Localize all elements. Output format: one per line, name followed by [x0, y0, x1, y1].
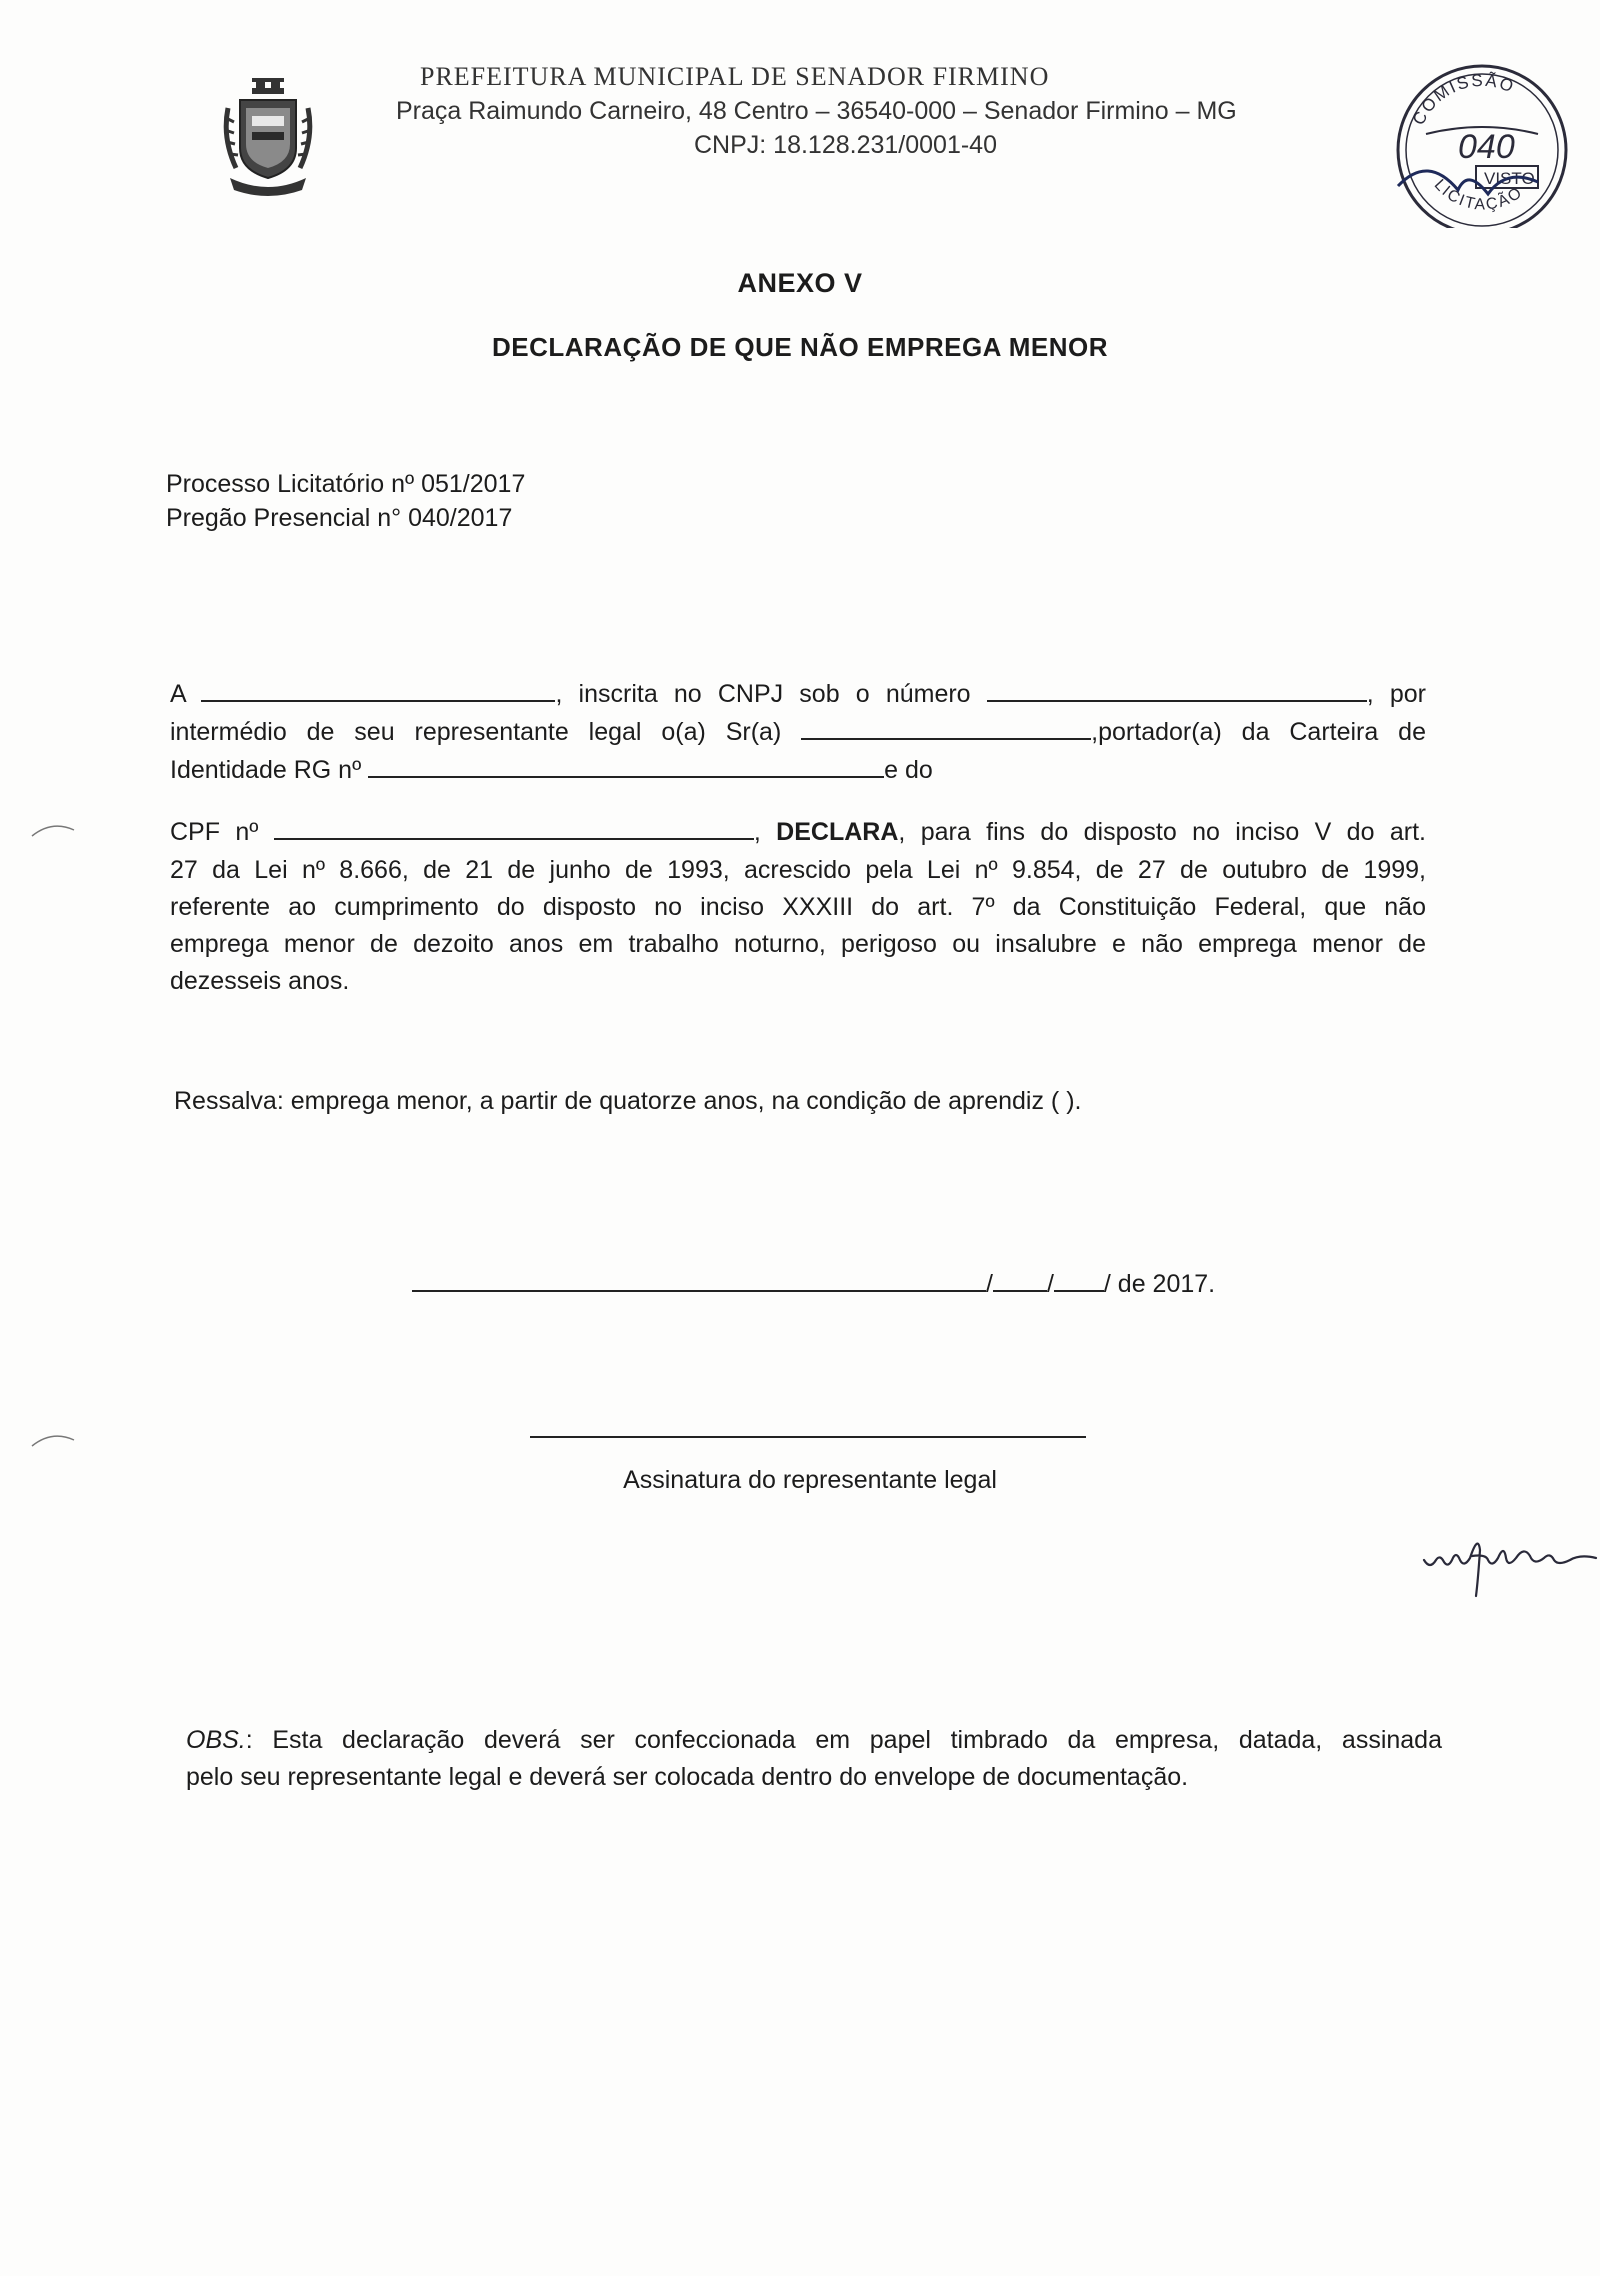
margin-punch-mark [28, 1430, 78, 1450]
body-line-7: emprega menor de dezoito anos em trabalho noturno, perigoso ou insalubre e não emprega menor de [170, 930, 1426, 958]
place-date-line [412, 1270, 1215, 1299]
observation-line-1 [186, 1722, 1442, 1759]
process-info [166, 467, 525, 535]
body-line-3 [170, 756, 1426, 785]
and-label: e do [884, 756, 933, 784]
auction-number: Pregão Presencial n° 040/2017 [166, 504, 513, 532]
stamp-number: 040 [1458, 128, 1515, 166]
id-card-label: ,portador(a) da Carteira de [1091, 718, 1426, 746]
date-separator-1: / [986, 1270, 993, 1298]
cpf-label: CPF nº [170, 818, 259, 846]
stamp-bottom-text: LICITAÇÃO [1430, 176, 1527, 214]
municipal-crest-icon [222, 78, 314, 196]
body-line-6: referente ao cumprimento do disposto no inciso XXXIII do art. 7º da Constituição Federal, que não [170, 893, 1426, 921]
company-prefix: A [170, 680, 186, 708]
signature-label: Assinatura do representante legal [623, 1466, 997, 1494]
obs-label: OBS. [186, 1726, 246, 1754]
body-line-1 [170, 680, 1426, 709]
body-line-8: dezesseis anos. [170, 967, 350, 995]
stamp-top-text: COMISSÃO [1408, 70, 1518, 129]
day-field[interactable] [934, 1270, 986, 1292]
rg-number-field[interactable] [368, 756, 884, 778]
year-text: / de 2017. [1103, 1270, 1216, 1298]
header-address: Praça Raimundo Carneiro, 48 Centro – 36540-000 – Senador Firmino – MG [396, 97, 1237, 125]
stamp-visto: VISTO [1484, 169, 1535, 188]
body-line-5: 27 da Lei nº 8.666, de 21 de junho de 1993, acrescido pela Lei nº 9.854, de 27 de outubro de 1999, [170, 856, 1426, 884]
rg-label: Identidade RG nº [170, 756, 362, 784]
process-number: Processo Licitatório nº 051/2017 [166, 470, 526, 498]
header-institution-name: PREFEITURA MUNICIPAL DE SENADOR FIRMINO [420, 62, 1050, 91]
body-line-2 [170, 718, 1426, 747]
representative-name-field[interactable] [801, 718, 1091, 740]
commission-stamp [1388, 58, 1574, 228]
date-separator-2: / [1046, 1270, 1054, 1298]
obs-text-1: : Esta declaração deverá ser confeccionada em papel timbrado da empresa, datada, assinada [245, 1726, 1442, 1754]
signature-line[interactable] [530, 1436, 1086, 1438]
month-name-field[interactable] [1054, 1270, 1104, 1292]
margin-punch-mark [28, 820, 78, 840]
header-cnpj: CNPJ: 18.128.231/0001-40 [694, 131, 997, 159]
cnpj-label: , inscrita no CNPJ sob o número [555, 680, 971, 708]
by-label: , por [1366, 680, 1426, 708]
observation-line-2: pelo seu representante legal e deverá ser colocada dentro do envelope de documentação. [186, 1763, 1189, 1791]
purpose-text: , para fins do disposto no inciso V do art. [898, 818, 1426, 846]
annex-title: ANEXO V [737, 268, 863, 298]
handwritten-initials [1420, 1520, 1600, 1600]
month-field[interactable] [993, 1270, 1047, 1292]
reservation-clause: Ressalva: emprega menor, a partir de quatorze anos, na condição de aprendiz ( ). [174, 1087, 1082, 1115]
svg-text:COMISSÃO [1409, 71, 1518, 128]
declaration-title: DECLARAÇÃO DE QUE NÃO EMPREGA MENOR [491, 332, 1108, 362]
place-field[interactable] [412, 1270, 934, 1292]
company-cnpj-field[interactable] [987, 680, 1367, 702]
representative-label: intermédio de seu representante legal o(a) Sr(a) [170, 718, 782, 746]
company-name-field[interactable] [201, 680, 555, 702]
body-line-4 [170, 818, 1426, 847]
comma: , [753, 818, 761, 846]
cpf-number-field[interactable] [274, 818, 754, 840]
declares-keyword: DECLARA [776, 818, 899, 846]
observation-note [186, 1722, 1442, 1796]
